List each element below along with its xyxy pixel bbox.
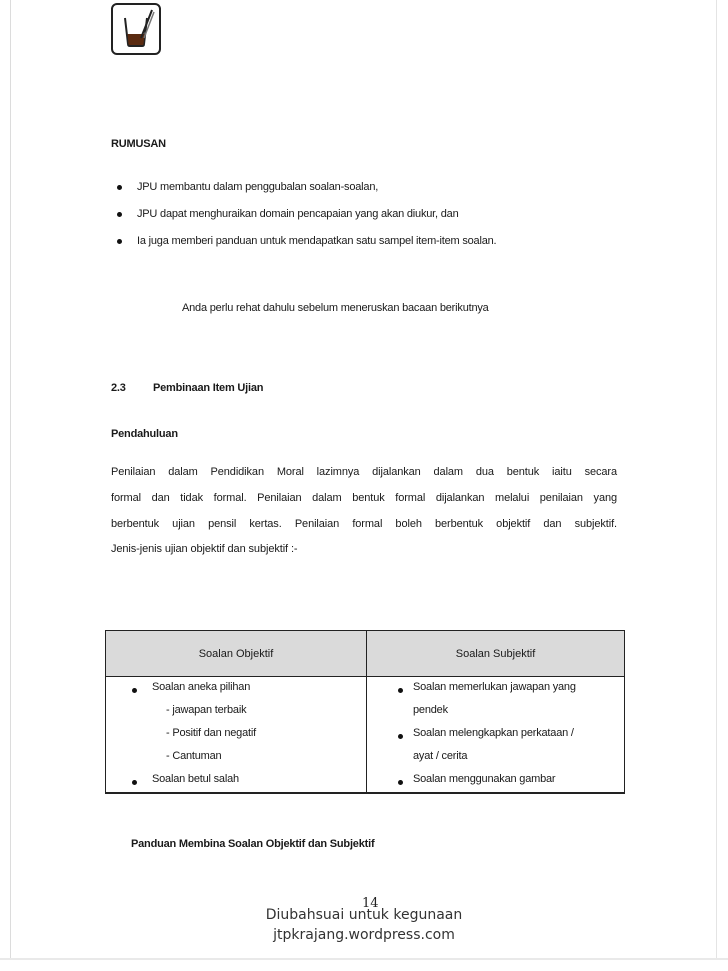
rumusan-bullet-1: JPU membantu dalam penggubalan soalan-soalan, xyxy=(137,181,379,193)
objektif-sub-2: - Positif dan negatif xyxy=(166,727,256,739)
bullet-dot xyxy=(132,780,137,785)
table-row xyxy=(106,677,625,794)
bullet-dot xyxy=(117,185,122,190)
objektif-cell xyxy=(106,677,367,794)
rumusan-heading: RUMUSAN xyxy=(111,138,166,150)
section-number: 2.3 xyxy=(111,382,126,394)
page-bottom-edge xyxy=(0,958,728,960)
objektif-item-2: Soalan betul salah xyxy=(152,773,239,785)
rumusan-bullet-2: JPU dapat menghuraikan domain pencapaian yang akan diukur, dan xyxy=(137,208,459,220)
bullet-dot xyxy=(117,239,122,244)
beaker-glass-icon xyxy=(111,3,161,55)
footer-line-1: Diubahsuai untuk kegunaan xyxy=(265,907,463,923)
bullet-dot xyxy=(398,734,403,739)
pendahuluan-line-1: Penilaian dalam Pendidikan Moral lazimnya dijalankan dalam dua bentuk iaitu secara xyxy=(111,466,617,478)
page-right-edge xyxy=(716,0,717,960)
objektif-item-1: Soalan aneka pilihan xyxy=(152,681,251,693)
pendahuluan-line-2: formal dan tidak formal. Penilaian dalam bentuk formal dijalankan melalui penilaian yang xyxy=(111,492,617,504)
rumusan-bullet-3: Ia juga memberi panduan untuk mendapatkan satu sampel item-item soalan. xyxy=(137,235,497,247)
panduan-heading: Panduan Membina Soalan Objektif dan Subjektif xyxy=(131,838,375,850)
subjektif-cell xyxy=(367,677,625,794)
pendahuluan-line-3: berbentuk ujian pensil kertas. Penilaian formal boleh berbentuk objektif dan subjektif. xyxy=(111,518,617,530)
footer-line-2: jtpkrajang.wordpress.com xyxy=(273,927,455,943)
table-header-row xyxy=(106,631,625,677)
bullet-dot xyxy=(117,212,122,217)
subjektif-item-1b: pendek xyxy=(413,704,448,716)
pendahuluan-heading: Pendahuluan xyxy=(111,428,178,440)
page-left-edge xyxy=(10,0,11,960)
header-objektif: Soalan Objektif xyxy=(106,631,367,677)
bullet-dot xyxy=(398,780,403,785)
bullet-dot xyxy=(398,688,403,693)
subjektif-item-2a: Soalan melengkapkan perkataan / xyxy=(413,727,574,739)
subjektif-item-3: Soalan menggunakan gambar xyxy=(413,773,556,785)
subjektif-item-1a: Soalan memerlukan jawapan yang xyxy=(413,681,576,693)
bullet-dot xyxy=(132,688,137,693)
rest-note: Anda perlu rehat dahulu sebelum meneruskan bacaan berikutnya xyxy=(182,302,489,314)
objektif-sub-1: - jawapan terbaik xyxy=(166,704,247,716)
page-number: 14 xyxy=(362,896,379,911)
question-types-table xyxy=(105,630,625,794)
section-title: Pembinaan Item Ujian xyxy=(153,382,264,394)
pendahuluan-line-4: Jenis-jenis ujian objektif dan subjektif :- xyxy=(111,543,298,555)
subjektif-item-2b: ayat / cerita xyxy=(413,750,468,762)
header-subjektif: Soalan Subjektif xyxy=(367,631,625,677)
objektif-sub-3: - Cantuman xyxy=(166,750,222,762)
